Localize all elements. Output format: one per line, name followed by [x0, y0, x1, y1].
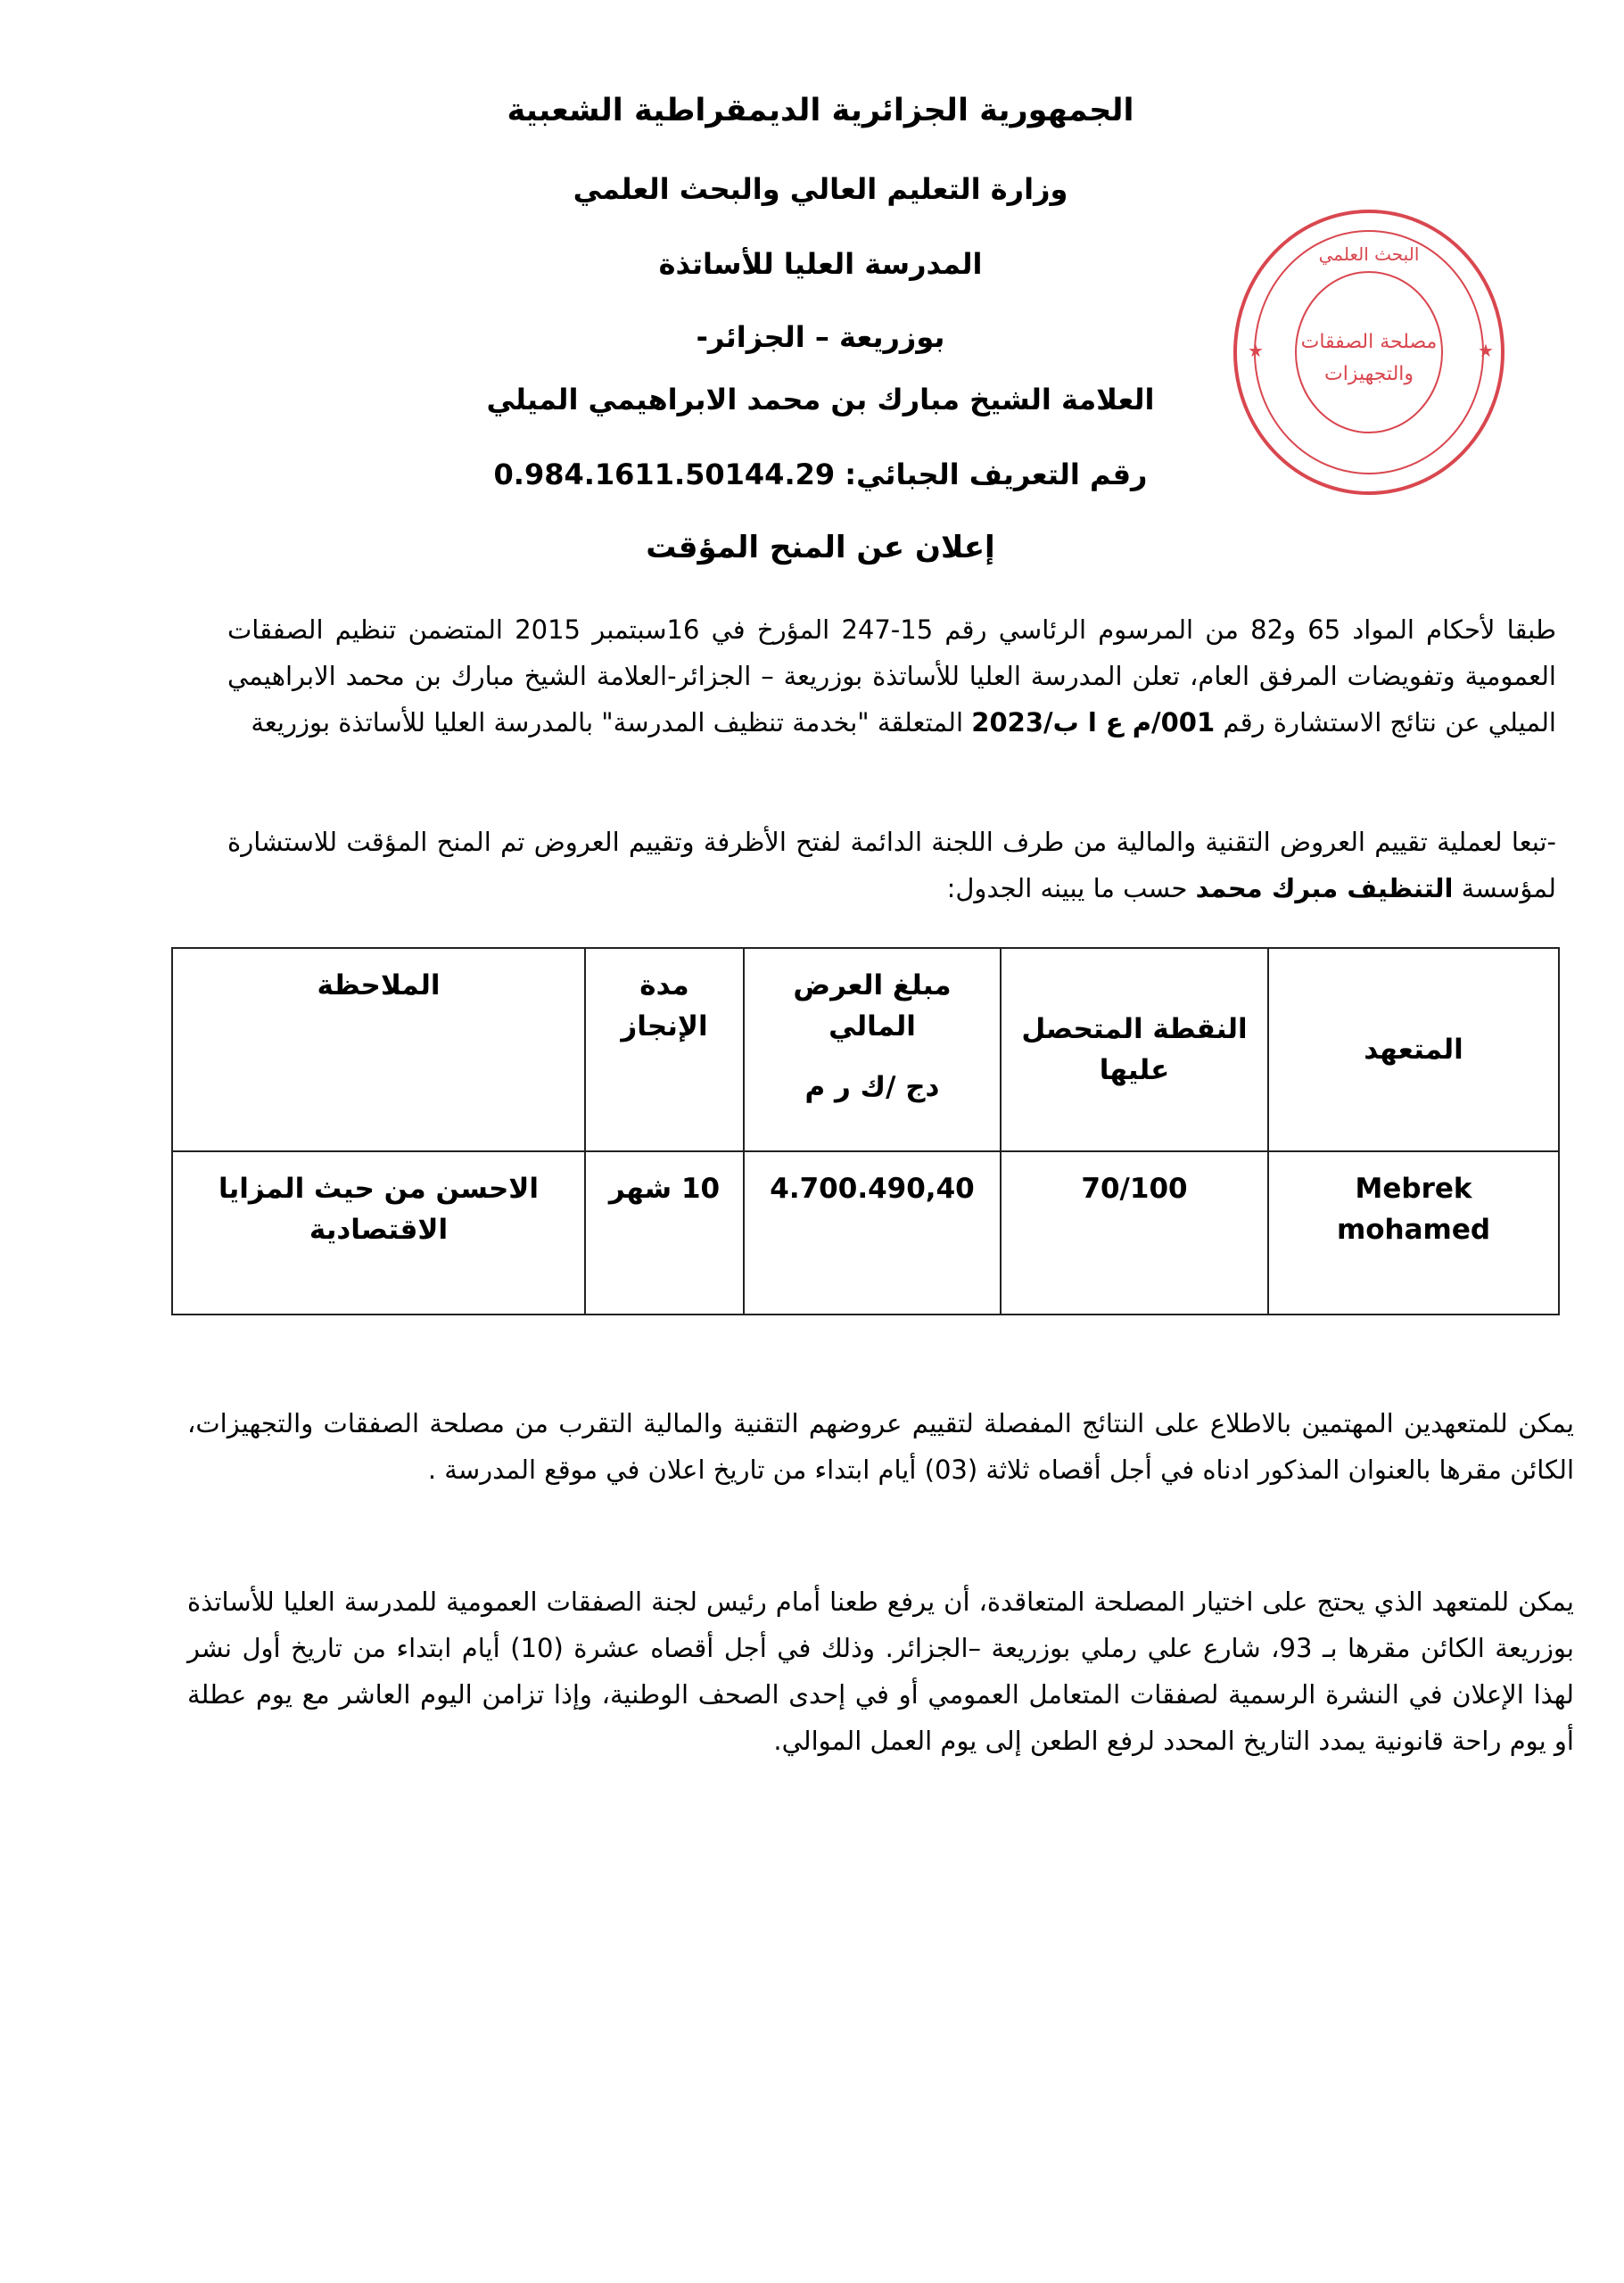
- duration-unit: شهر: [608, 1173, 672, 1205]
- results-table: [171, 947, 1560, 1315]
- cell-duration: [585, 1151, 744, 1315]
- duration-value: 10: [680, 1173, 721, 1205]
- evaluation-paragraph: [227, 819, 1556, 911]
- legal-basis-paragraph: [227, 606, 1556, 746]
- cell-amount: 4.700.490,40: [744, 1151, 1001, 1315]
- header-amount: [744, 948, 1001, 1151]
- header-amount-label: مبلغ العرض المالي: [793, 969, 952, 1043]
- city-heading: بوزريعة – الجزائر-: [696, 320, 945, 354]
- table-header-row: [172, 948, 1559, 1151]
- evaluation-text-2: حسب ما يبينه الجدول:: [946, 873, 1196, 903]
- ministry-heading: وزارة التعليم العالي والبحث العلمي: [573, 172, 1068, 206]
- stamp-text-top: البحث العلمي: [1318, 243, 1420, 265]
- stamp-text-middle-2: والتجهيزات: [1323, 363, 1414, 385]
- cell-bidder: Mebrek mohamed: [1268, 1151, 1559, 1315]
- svg-text:★: ★: [1248, 340, 1264, 361]
- consultation-ref: 001/م ع ا ب/2023: [971, 707, 1216, 738]
- republic-heading: الجمهورية الجزائرية الديمقراطية الشعبية: [507, 93, 1134, 128]
- tax-id-value: 0.984.1611.50144.29: [493, 457, 836, 491]
- cell-note: الاحسن من حيث المزايا الاقتصادية: [172, 1151, 585, 1315]
- winning-company: التنظيف مبرك محمد: [1195, 873, 1454, 903]
- evaluation-text-1: -تبعا لعملية تقييم العروض التقنية والمالية من طرف اللجنة الدائمة لفتح الأظرفة وتقييم العروض تم المنح المؤقت للاستشارة لمؤسسة: [227, 827, 1556, 903]
- tax-id-label: رقم التعريف الجبائي:: [845, 457, 1148, 491]
- header-amount-unit: دج /ك ر م: [804, 1071, 940, 1103]
- table-row: [172, 1151, 1559, 1315]
- official-stamp-icon: [1226, 205, 1512, 499]
- consultation-paragraph: يمكن للمتعهدين المهتمين بالاطلاع على النتائج المفصلة لتقييم عروضهم التقنية والمالية التقرب من مصلحة الصفقات والتجهيزات، الكائن مقرها بالعنوان المذكور ادناه في أجل أقصاه ثلاثة (03) أيام ابتداء من تاريخ اعلان في موقع المدرسة .: [187, 1408, 1574, 1485]
- stamp-text-middle-1: مصلحة الصفقات: [1300, 331, 1438, 353]
- header-note: الملاحظة: [172, 948, 585, 1151]
- tax-id-line: [375, 453, 1266, 496]
- cell-score: 70/100: [1001, 1151, 1268, 1315]
- svg-text:★: ★: [1478, 340, 1494, 361]
- sheikh-heading: العلامة الشيخ مبارك بن محمد الابراهيمي الميلي: [486, 383, 1155, 416]
- appeal-paragraph: يمكن للمتعهد الذي يحتج على اختيار المصلحة المتعاقدة، أن يرفع طعنا أمام رئيس لجنة الصفقات العمومية للمدرسة العليا للأساتذة بوزريعة الكائن مقرها بـ 93، شارع علي رملي بوزريعة –الجزائر. وذلك في أجل أقصاه عشرة (10) أيام ابتداء من تاريخ أول نشر لهذا الإعلان في النشرة الرسمية لصفقات المتعامل العمومي أو في إحدى الصحف الوطنية، وإذا تزامن اليوم العاشر مع يوم عطلة أو يوم راحة قانونية يمدد التاريخ المحدد لرفع الطعن إلى يوم العمل الموالي.: [187, 1587, 1574, 1756]
- legal-text-1: طبقا لأحكام المواد 65 و82 من المرسوم الرئاسي رقم 15-247 المؤرخ في 16سبتمبر 2015 المتضمن تنظيم الصفقات العمومية وتفويضات المرفق العام، تعلن المدرسة العليا للأساتذة بوزريعة – الجزائر-العلامة الشيخ مبارك بن محمد الابراهيمي الميلي عن نتائج الاستشارة رقم: [227, 614, 1556, 738]
- legal-text-2: المتعلقة "بخدمة تنظيف المدرسة" بالمدرسة العليا للأساتذة بوزريعة: [251, 707, 972, 738]
- header-bidder: المتعهد: [1268, 948, 1559, 1151]
- announcement-title: إعلان عن المنح المؤقت: [646, 530, 995, 565]
- header-score: النقطة المتحصل عليها: [1001, 948, 1268, 1151]
- school-heading: المدرسة العليا للأساتذة: [658, 247, 983, 281]
- header-duration: مدة الإنجاز: [585, 948, 744, 1151]
